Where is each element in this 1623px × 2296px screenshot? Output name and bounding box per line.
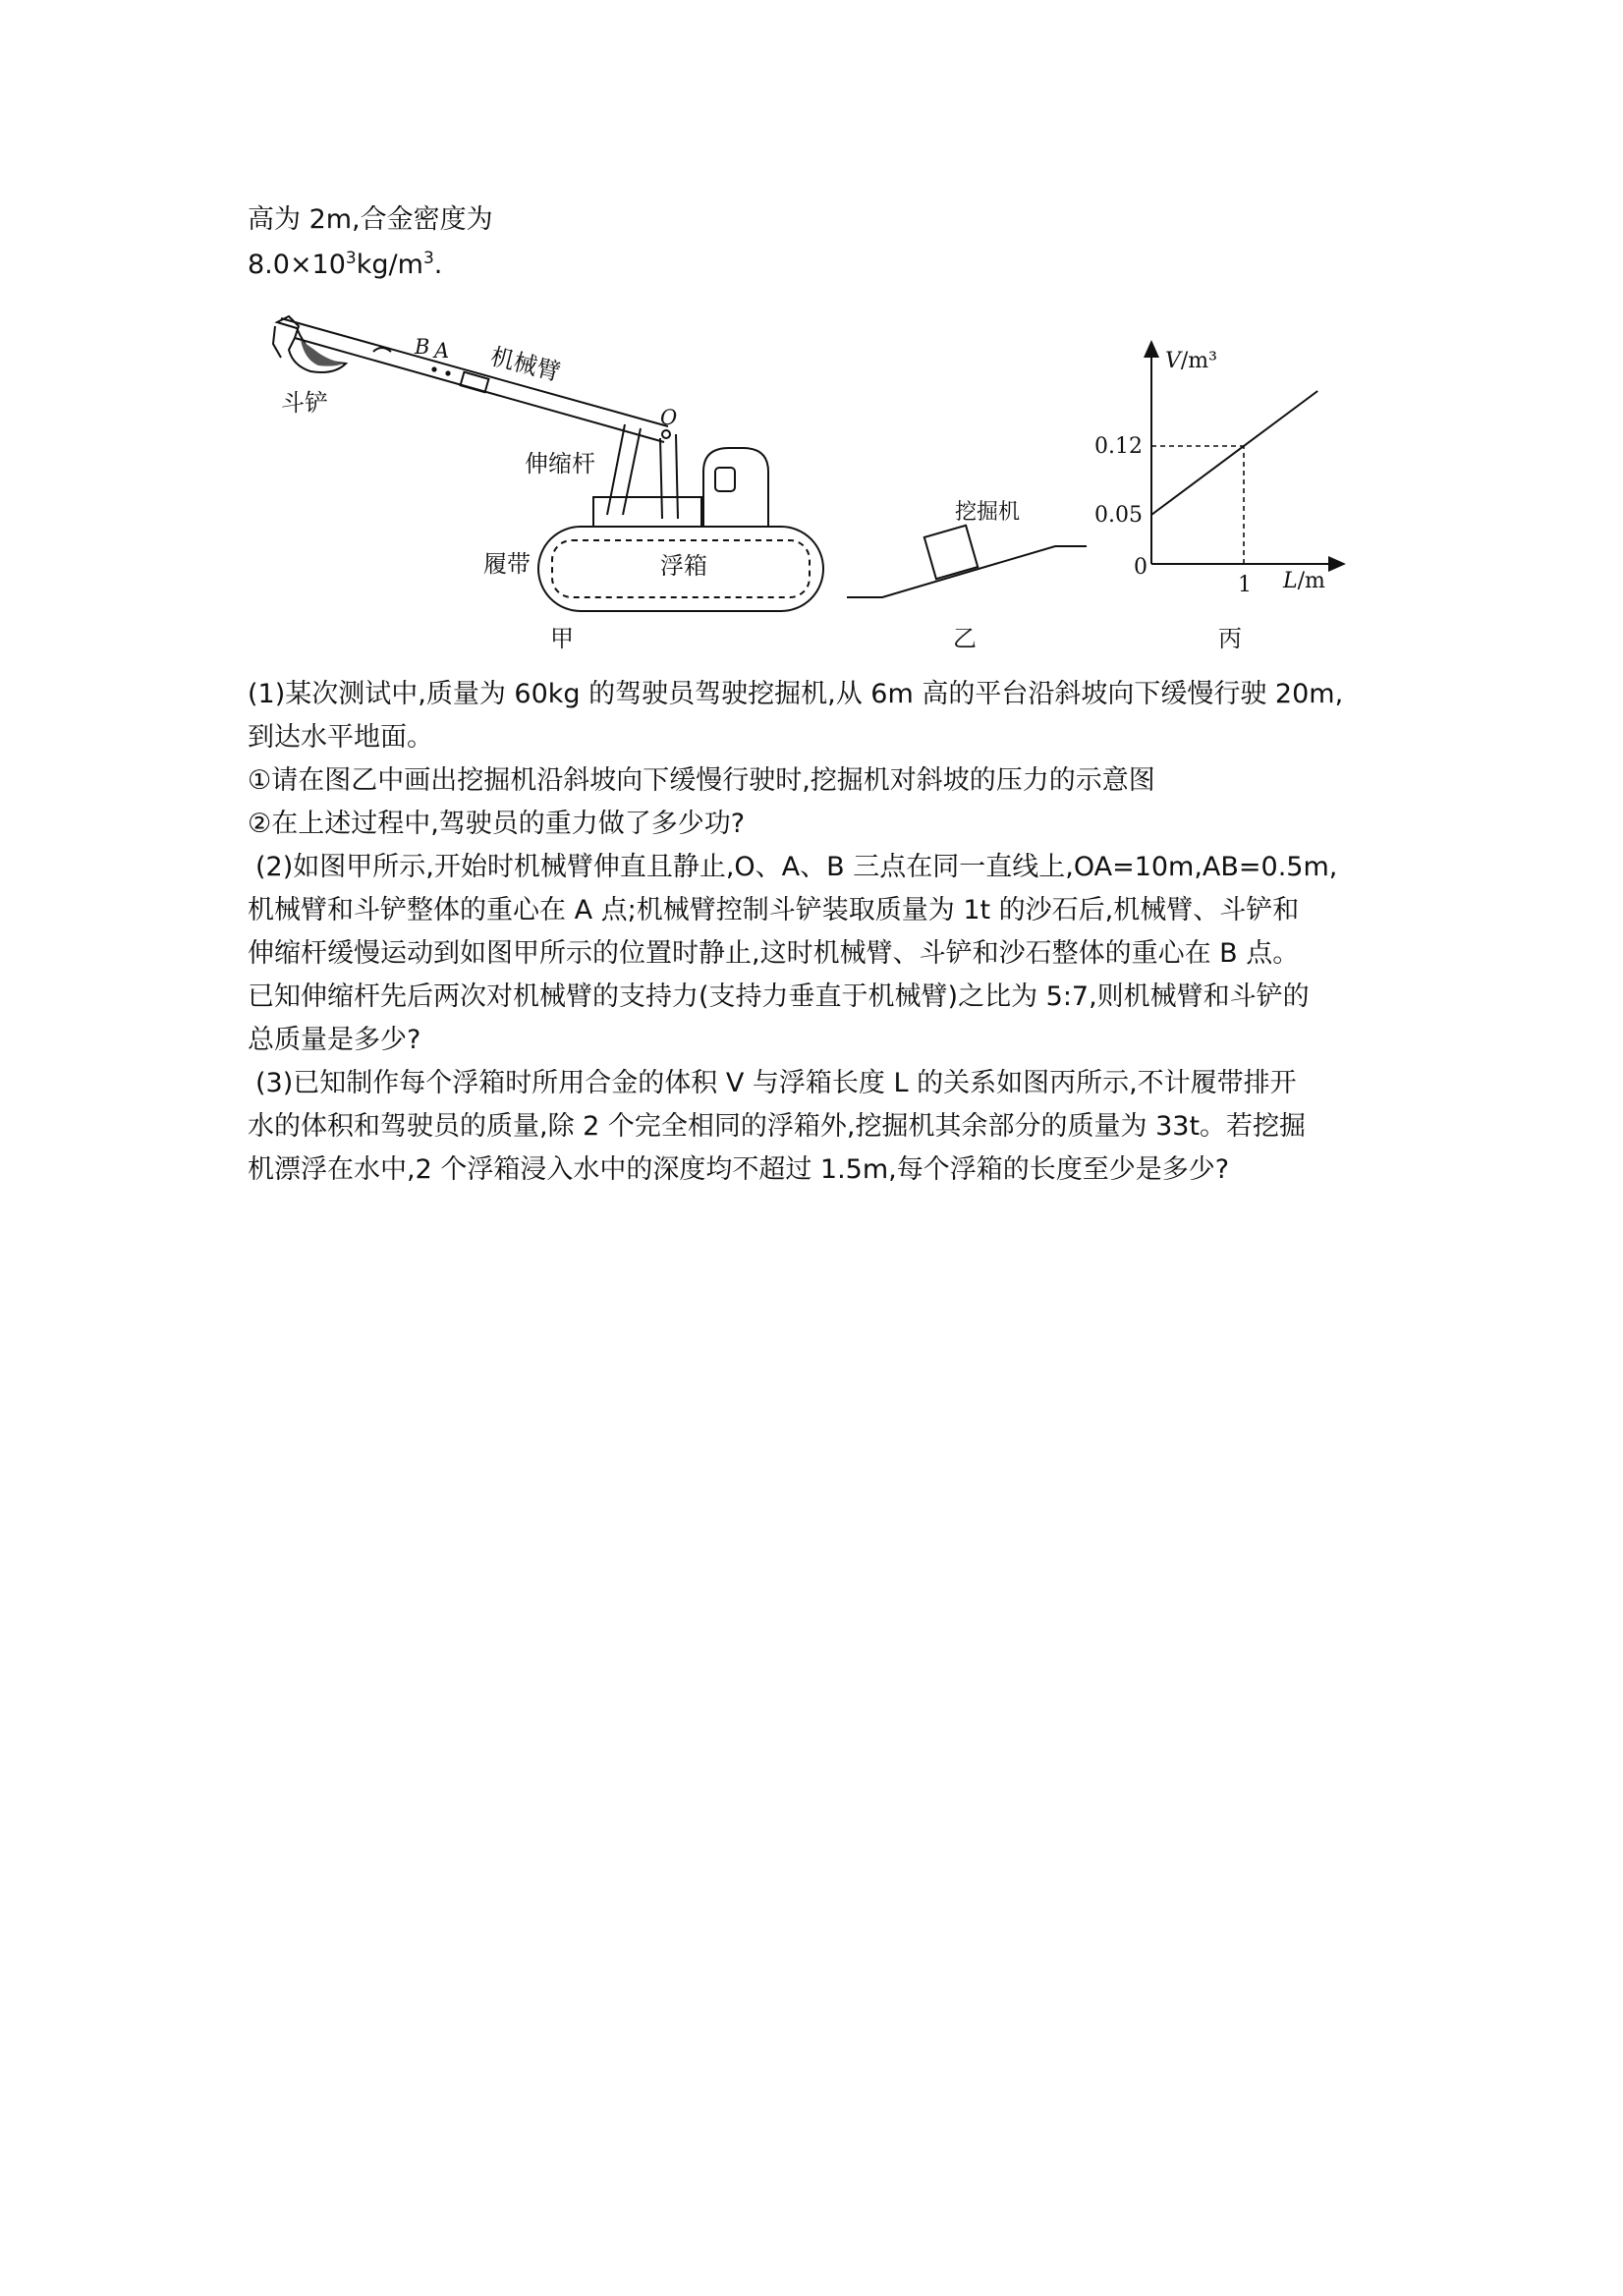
post-line-2	[676, 434, 678, 519]
slope-line	[847, 546, 1087, 597]
density-unit-exponent: 3	[422, 249, 434, 268]
y-axis-label: V/m³	[1165, 349, 1217, 373]
question-2-line-2: 机械臂和斗铲整体的重心在 A 点;机械臂控制斗铲装取质量为 1t 的沙石后,机械臂、斗铲和	[248, 895, 1300, 925]
question-1-part-a: ①请在图乙中画出挖掘机沿斜坡向下缓慢行驶时,挖掘机对斜坡的压力的示意图	[248, 765, 1155, 796]
y-tick-label: 0.05	[1094, 503, 1143, 528]
bucket-label: 斗铲	[281, 389, 328, 417]
question-1-line-2: 到达水平地面。	[248, 722, 433, 753]
point-b-label: B	[415, 335, 430, 359]
track-label: 履带	[483, 550, 531, 578]
density-base: 8.0×10	[248, 250, 346, 280]
rod-label: 伸缩杆	[525, 450, 595, 477]
point-a-dot	[445, 370, 450, 375]
figure-excavator	[255, 305, 845, 658]
point-o-label: O	[660, 406, 678, 429]
pivot-o-point	[662, 430, 670, 438]
series-line	[1151, 391, 1317, 515]
caption-bing: 丙	[1218, 625, 1242, 652]
question-2-line-5: 总质量是多少?	[248, 1025, 421, 1055]
excavator-label: 挖掘机	[955, 500, 1021, 525]
caption-jia: 甲	[550, 625, 574, 652]
density-unit: kg/m	[356, 250, 423, 280]
question-1-part-b: ②在上述过程中,驾驶员的重力做了多少功?	[248, 809, 746, 839]
intro-line-1: 高为 2m,合金密度为	[248, 204, 493, 235]
x-axis-label: L/m	[1283, 569, 1325, 593]
bucket-fill	[301, 340, 344, 366]
arm-label: 机械臂	[487, 342, 564, 387]
density-exponent: 3	[345, 249, 357, 268]
density-end: .	[433, 250, 443, 280]
pontoon-label: 浮箱	[660, 552, 707, 580]
rod-line-1	[607, 424, 625, 515]
question-2-line-4: 已知伸缩杆先后两次对机械臂的支持力(支持力垂直于机械臂)之比为 5:7,则机械臂和斗铲的	[248, 981, 1310, 1012]
question-3-line-3: 机漂浮在水中,2 个浮箱浸入水中的深度均不超过 1.5m,每个浮箱的长度至少是多少?	[248, 1154, 1230, 1185]
figure-slope	[845, 472, 1091, 658]
question-1-line-1: (1)某次测试中,质量为 60kg 的驾驶员驾驶挖掘机,从 6m 高的平台沿斜坡向下缓慢行驶 20m,	[248, 679, 1344, 709]
question-2-line-1: (2)如图甲所示,开始时机械臂伸直且静止,O、A、B 三点在同一直线上,OA=10m,AB=0.5m,	[255, 852, 1338, 882]
post-line-1	[660, 438, 662, 519]
question-2-line-3: 伸缩杆缓慢运动到如图甲所示的位置时静止,这时机械臂、斗铲和沙石整体的重心在 B 点。	[248, 938, 1300, 969]
bucket-teeth	[273, 326, 281, 358]
chart-v-vs-l	[1091, 334, 1356, 658]
question-3-line-1: (3)已知制作每个浮箱时所用合金的体积 V 与浮箱长度 L 的关系如图丙所示,不计履带排开	[255, 1068, 1297, 1098]
point-a-label: A	[434, 339, 450, 363]
origin-label: 0	[1134, 555, 1147, 580]
cab-window	[715, 468, 735, 491]
caption-yi: 乙	[953, 625, 977, 652]
intro-line-2	[248, 251, 442, 278]
question-3-line-2: 水的体积和驾驶员的质量,除 2 个完全相同的浮箱外,挖掘机其余部分的质量为 33t。若挖掘	[248, 1111, 1307, 1142]
y-tick-label: 0.12	[1094, 434, 1143, 459]
x-tick-label: 1	[1238, 573, 1252, 597]
rod-line-2	[623, 428, 641, 515]
arm-top-edge	[281, 318, 668, 426]
point-b-dot	[431, 366, 436, 371]
